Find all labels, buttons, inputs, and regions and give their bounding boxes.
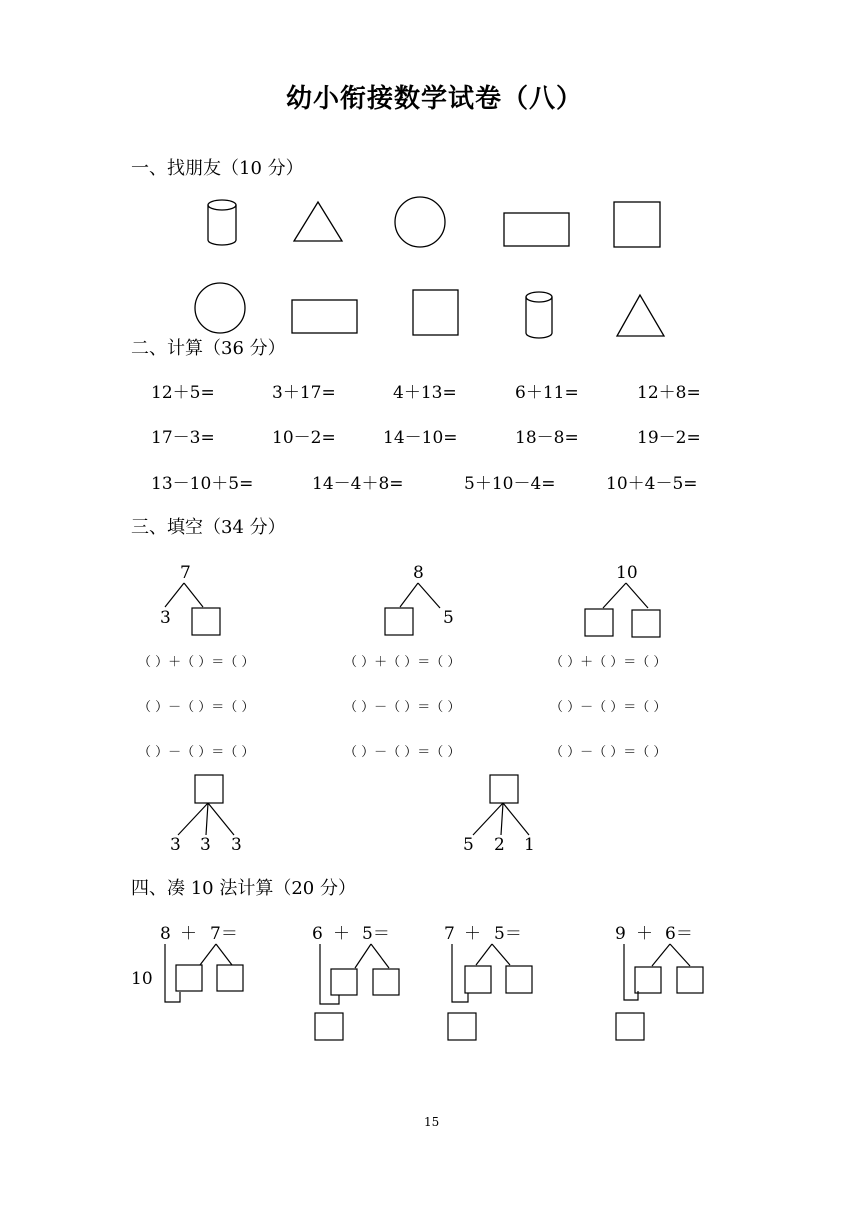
shapes-row-2 [0, 275, 860, 355]
number-bond-4 [150, 773, 270, 843]
equation-blank: （ ）－（ ）＝（ ） [138, 700, 255, 715]
answer-box [490, 775, 518, 803]
answer-box [331, 969, 357, 995]
make-ten-diagram-3 [440, 940, 560, 1050]
circle-shape [195, 283, 245, 333]
circle-shape [395, 197, 445, 247]
answer-box [373, 969, 399, 995]
equation-blank: （ ）－（ ）＝（ ） [344, 700, 461, 715]
tree-top-number: 7 [180, 563, 191, 583]
make-ten-diagram-2 [305, 940, 425, 1050]
make-ten-op: ＋ [636, 924, 653, 944]
answer-box [195, 775, 223, 803]
answer-box [315, 1013, 343, 1040]
tree-bottom-number: 3 [231, 835, 242, 855]
tree-top-number: 8 [413, 563, 424, 583]
make-ten-a: 6 [312, 924, 323, 944]
section-3-heading: 三、填空（34 分） [131, 517, 286, 538]
tree-bottom-number: 3 [170, 835, 181, 855]
rectangle-shape [504, 213, 569, 246]
make-ten-diagram-4 [610, 940, 730, 1050]
make-ten-a: 8 [160, 924, 171, 944]
answer-box [677, 967, 703, 993]
calc-item: 12＋5= [151, 383, 215, 403]
calc-item: 4＋13= [393, 383, 457, 403]
answer-box [506, 966, 532, 993]
make-ten-b: 5＝ [494, 924, 522, 944]
calc-item: 5＋10－4= [464, 474, 556, 494]
answer-box [217, 965, 243, 991]
calc-item: 6＋11= [515, 383, 579, 403]
calc-item: 12＋8= [637, 383, 701, 403]
answer-box [585, 609, 613, 636]
triangle-shape [617, 295, 664, 336]
page-title: 幼小衔接数学试卷（八） [286, 84, 584, 114]
calc-item: 14－4＋8= [312, 474, 404, 494]
tree-right-number: 5 [443, 608, 454, 628]
equation-blank: （ ）＋（ ）＝（ ） [550, 655, 667, 670]
tree-bottom-number: 1 [524, 835, 535, 855]
answer-box [192, 608, 220, 635]
tree-top-number: 10 [616, 563, 638, 583]
tree-bottom-number: 5 [463, 835, 474, 855]
calc-item: 14－10= [383, 428, 458, 448]
calc-item: 10－2= [272, 428, 336, 448]
triangle-shape [294, 202, 342, 241]
rectangle-shape [292, 300, 357, 333]
calc-item: 3＋17= [272, 383, 336, 403]
answer-box [448, 1013, 476, 1040]
make-ten-op: ＋ [333, 924, 350, 944]
calc-item: 17－3= [151, 428, 215, 448]
section-4-heading: 四、凑 10 法计算（20 分） [131, 878, 356, 899]
answer-box [635, 967, 661, 993]
calc-item: 19－2= [637, 428, 701, 448]
tree-bottom-number: 3 [200, 835, 211, 855]
equation-blank: （ ）－（ ）＝（ ） [550, 745, 667, 760]
make-ten-b: 5＝ [362, 924, 390, 944]
shapes-row-1 [0, 190, 860, 270]
make-ten-op: ＋ [180, 924, 197, 944]
equation-blank: （ ）＋（ ）＝（ ） [344, 655, 461, 670]
make-ten-b: 6＝ [665, 924, 693, 944]
make-ten-diagram-1 [150, 940, 270, 1040]
make-ten-b: 7＝ [210, 924, 238, 944]
square-shape [614, 202, 660, 247]
number-bond-1 [140, 575, 260, 645]
equation-blank: （ ）－（ ）＝（ ） [344, 745, 461, 760]
make-ten-a: 7 [444, 924, 455, 944]
calc-item: 18－8= [515, 428, 579, 448]
answer-box [465, 966, 491, 993]
answer-box [176, 965, 202, 991]
square-shape [413, 290, 458, 335]
number-bond-3 [570, 575, 690, 645]
equation-blank: （ ）＋（ ）＝（ ） [138, 655, 255, 670]
cylinder-shape [208, 200, 236, 245]
section-1-heading: 一、找朋友（10 分） [131, 158, 304, 179]
answer-box [632, 610, 660, 637]
calc-item: 13－10＋5= [151, 474, 254, 494]
tree-left-number: 3 [160, 608, 171, 628]
calc-item: 10＋4－5= [606, 474, 698, 494]
make-ten-ten: 10 [131, 969, 153, 989]
cylinder-shape [526, 292, 552, 338]
answer-box [385, 608, 413, 635]
answer-box [616, 1013, 644, 1040]
make-ten-op: ＋ [464, 924, 481, 944]
number-bond-5 [445, 773, 565, 843]
number-bond-2 [370, 575, 490, 645]
section-2-heading: 二、计算（36 分） [131, 338, 286, 359]
tree-bottom-number: 2 [494, 835, 505, 855]
equation-blank: （ ）－（ ）＝（ ） [138, 745, 255, 760]
equation-blank: （ ）－（ ）＝（ ） [550, 700, 667, 715]
page-number: 15 [424, 1115, 440, 1129]
make-ten-a: 9 [615, 924, 626, 944]
